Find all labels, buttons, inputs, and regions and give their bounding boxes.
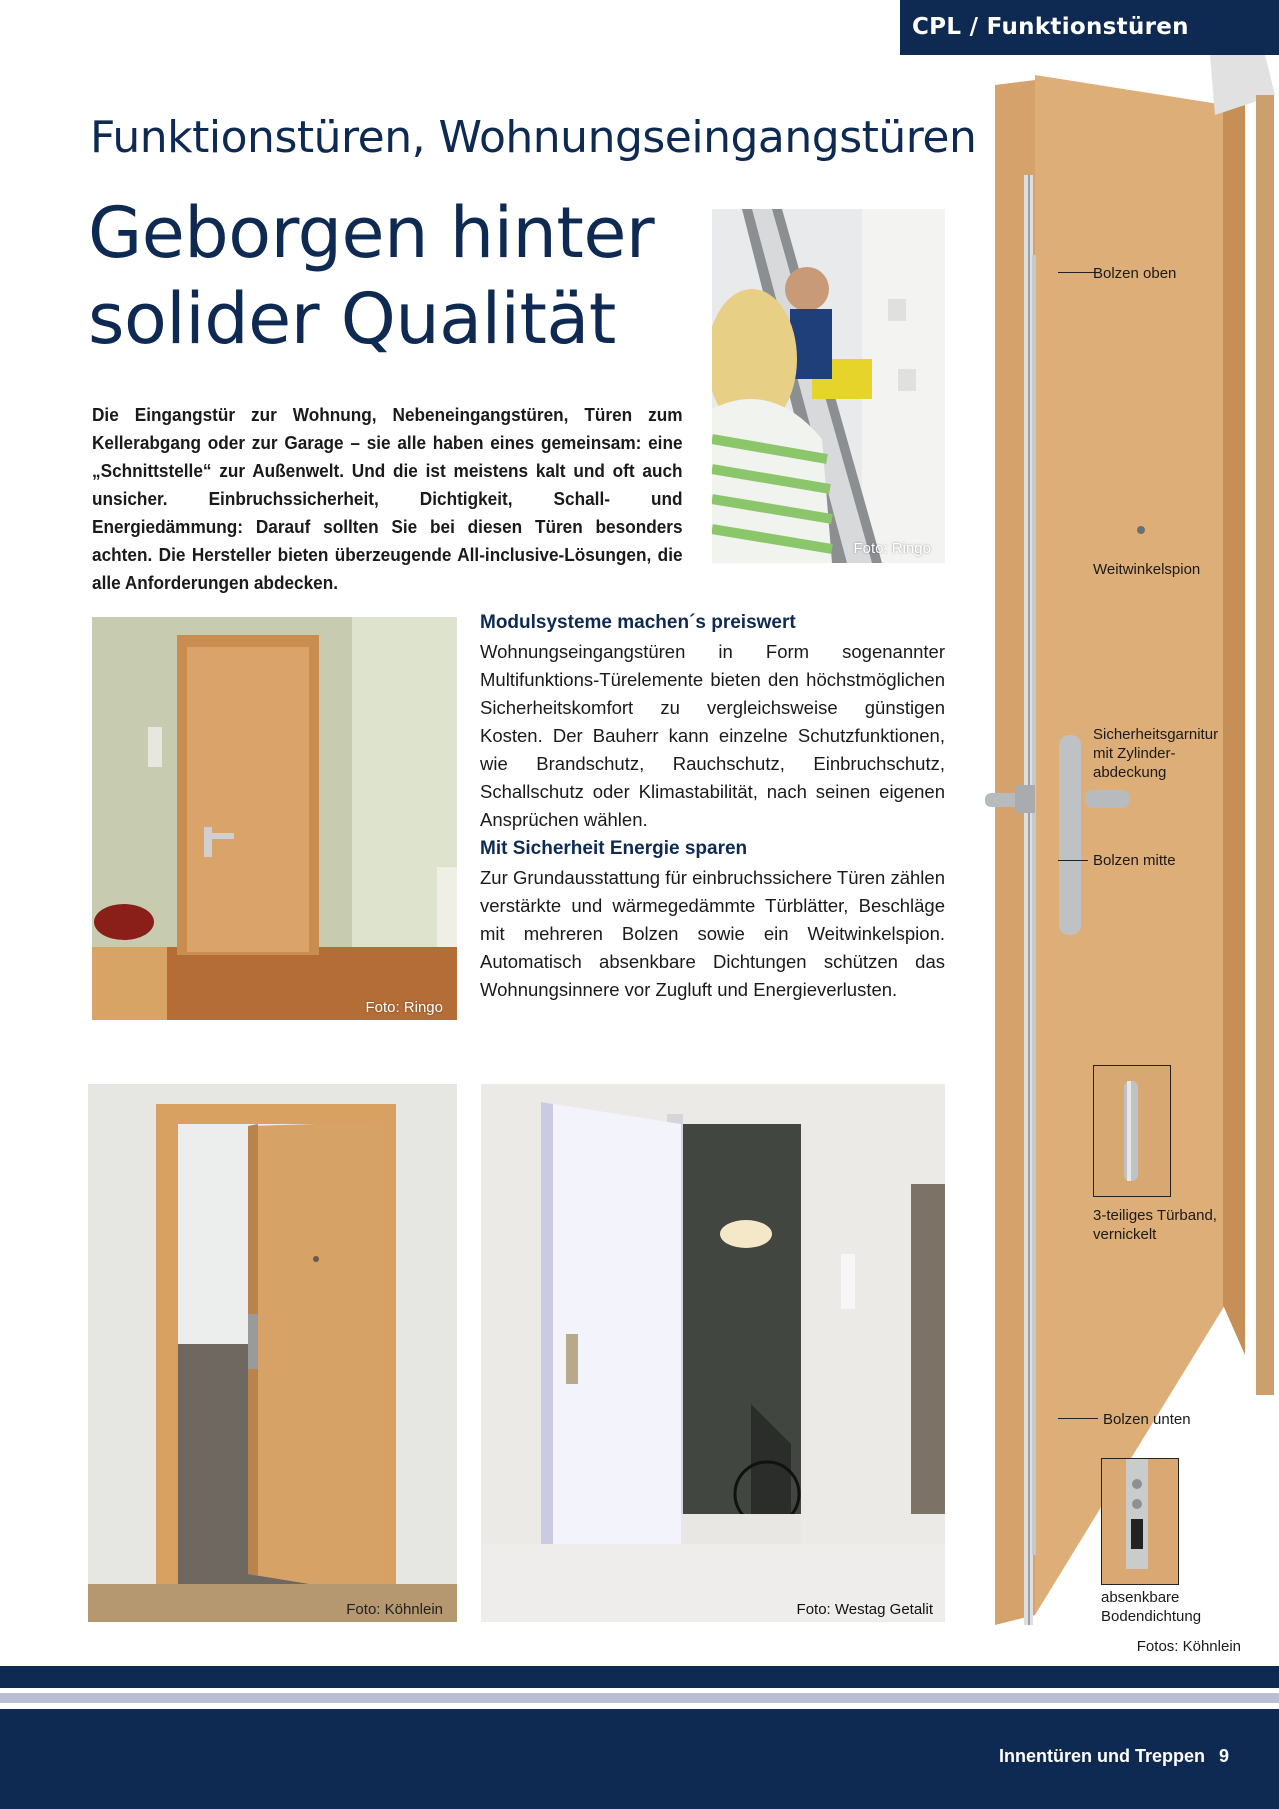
section-body: Zur Grundausstattung für einbruchssichere Türen zählen verstärkte und wärmegedämmte Türblätter, Beschläge mit mehreren Bolzen sowie ein Weitwinkelspion. Automatisch absenkbare Dichtungen schützen das Wohnungsinnere vor Zugluft und Energieverlusten. (480, 867, 945, 1000)
section-heading: Mit Sicherheit Energie sparen (480, 838, 748, 859)
title-line-1: Geborgen hinter (88, 192, 655, 274)
label-floor-seal: absenkbare Bodendichtung (1101, 1589, 1202, 1625)
title-line-2: solider Qualität (88, 278, 616, 360)
page-subtitle: Funktionstüren, Wohnungseingangstüren (90, 112, 977, 163)
intro-paragraph: Die Eingangstür zur Wohnung, Nebeneingangstüren, Türen zum Kellerabgang oder zur Garage – sie alle haben eines gemeinsam: eine „Schnittstelle“ zur Außenwelt. Und die ist meistens kalt und oft auch unsicher. Einbruchssicherheit, Dichtigkeit, Schall- und Energiedämmung: Darauf sollten Sie bei diesen Türen besonders achten. Die Hersteller bieten überzeugende All-inclusive-Lösungen, die alle Anforderungen abdecken. (92, 404, 683, 593)
section-energie (480, 838, 945, 1004)
footer-title: Innentüren und Treppen (998, 1746, 1205, 1766)
photo-credit: Foto: Köhnlein (346, 1601, 443, 1618)
photo-white-door-image (481, 1084, 945, 1622)
photo-beech-door (88, 1084, 457, 1622)
footer (999, 1746, 1229, 1767)
leader-line (1058, 1418, 1098, 1419)
photo-credit: Foto: Ringo (365, 999, 443, 1016)
floor-seal-detail (1101, 1458, 1179, 1585)
photo-hallway-door (92, 617, 457, 1020)
section-modulsysteme (480, 612, 945, 834)
leader-line (1058, 860, 1088, 861)
diagram-credit: Fotos: Köhnlein (1136, 1638, 1241, 1655)
hinge-icon (1094, 1066, 1170, 1196)
label-bolt-middle: Bolzen mitte (1093, 852, 1176, 869)
photo-hallway-door-image (92, 617, 457, 1020)
footer-band (0, 1666, 1279, 1688)
section-tag: CPL / Funktionstüren (912, 14, 1189, 40)
section-tab (900, 0, 1279, 55)
label-peephole: Weitwinkelspion (1093, 561, 1201, 578)
label-security-fitting: Sicherheitsgarnitur mit Zylinder-abdeckung (1093, 726, 1219, 781)
door-diagram-image (975, 55, 1279, 1635)
photo-credit: Foto: Ringo (853, 540, 931, 557)
page-number: 9 (1218, 1746, 1229, 1766)
photo-man-at-door (712, 209, 945, 563)
door-diagram (975, 55, 1279, 1635)
page-title (88, 190, 688, 362)
label-bolt-top: Bolzen oben (1093, 265, 1177, 282)
photo-beech-door-image (88, 1084, 457, 1622)
section-body: Wohnungseingangstüren in Form sogenannter Multifunktions-Türelemente bieten den höchstmöglichen Sicherheitskomfort zu vergleichsweise günstigen Kosten. Der Bauherr kann einzelne Schutzfunktionen, wie Brandschutz, Rauchschutz, Einbruchschutz, Schallschutz oder Klimastabilität, nach seinen eigenen Ansprüchen wählen. (480, 641, 945, 830)
leader-line (1058, 272, 1098, 273)
label-hinge: 3-teiliges Türband, vernickelt (1093, 1207, 1217, 1243)
photo-credit: Foto: Westag Getalit (796, 1601, 933, 1618)
hinge-detail (1093, 1065, 1171, 1197)
label-bolt-bottom: Bolzen unten (1103, 1411, 1191, 1428)
footer-band-light (0, 1693, 1279, 1703)
photo-white-door (481, 1084, 945, 1622)
section-heading: Modulsysteme machen´s preiswert (480, 612, 796, 633)
floor-seal-icon (1102, 1459, 1178, 1584)
photo-man-at-door-image (712, 209, 945, 563)
